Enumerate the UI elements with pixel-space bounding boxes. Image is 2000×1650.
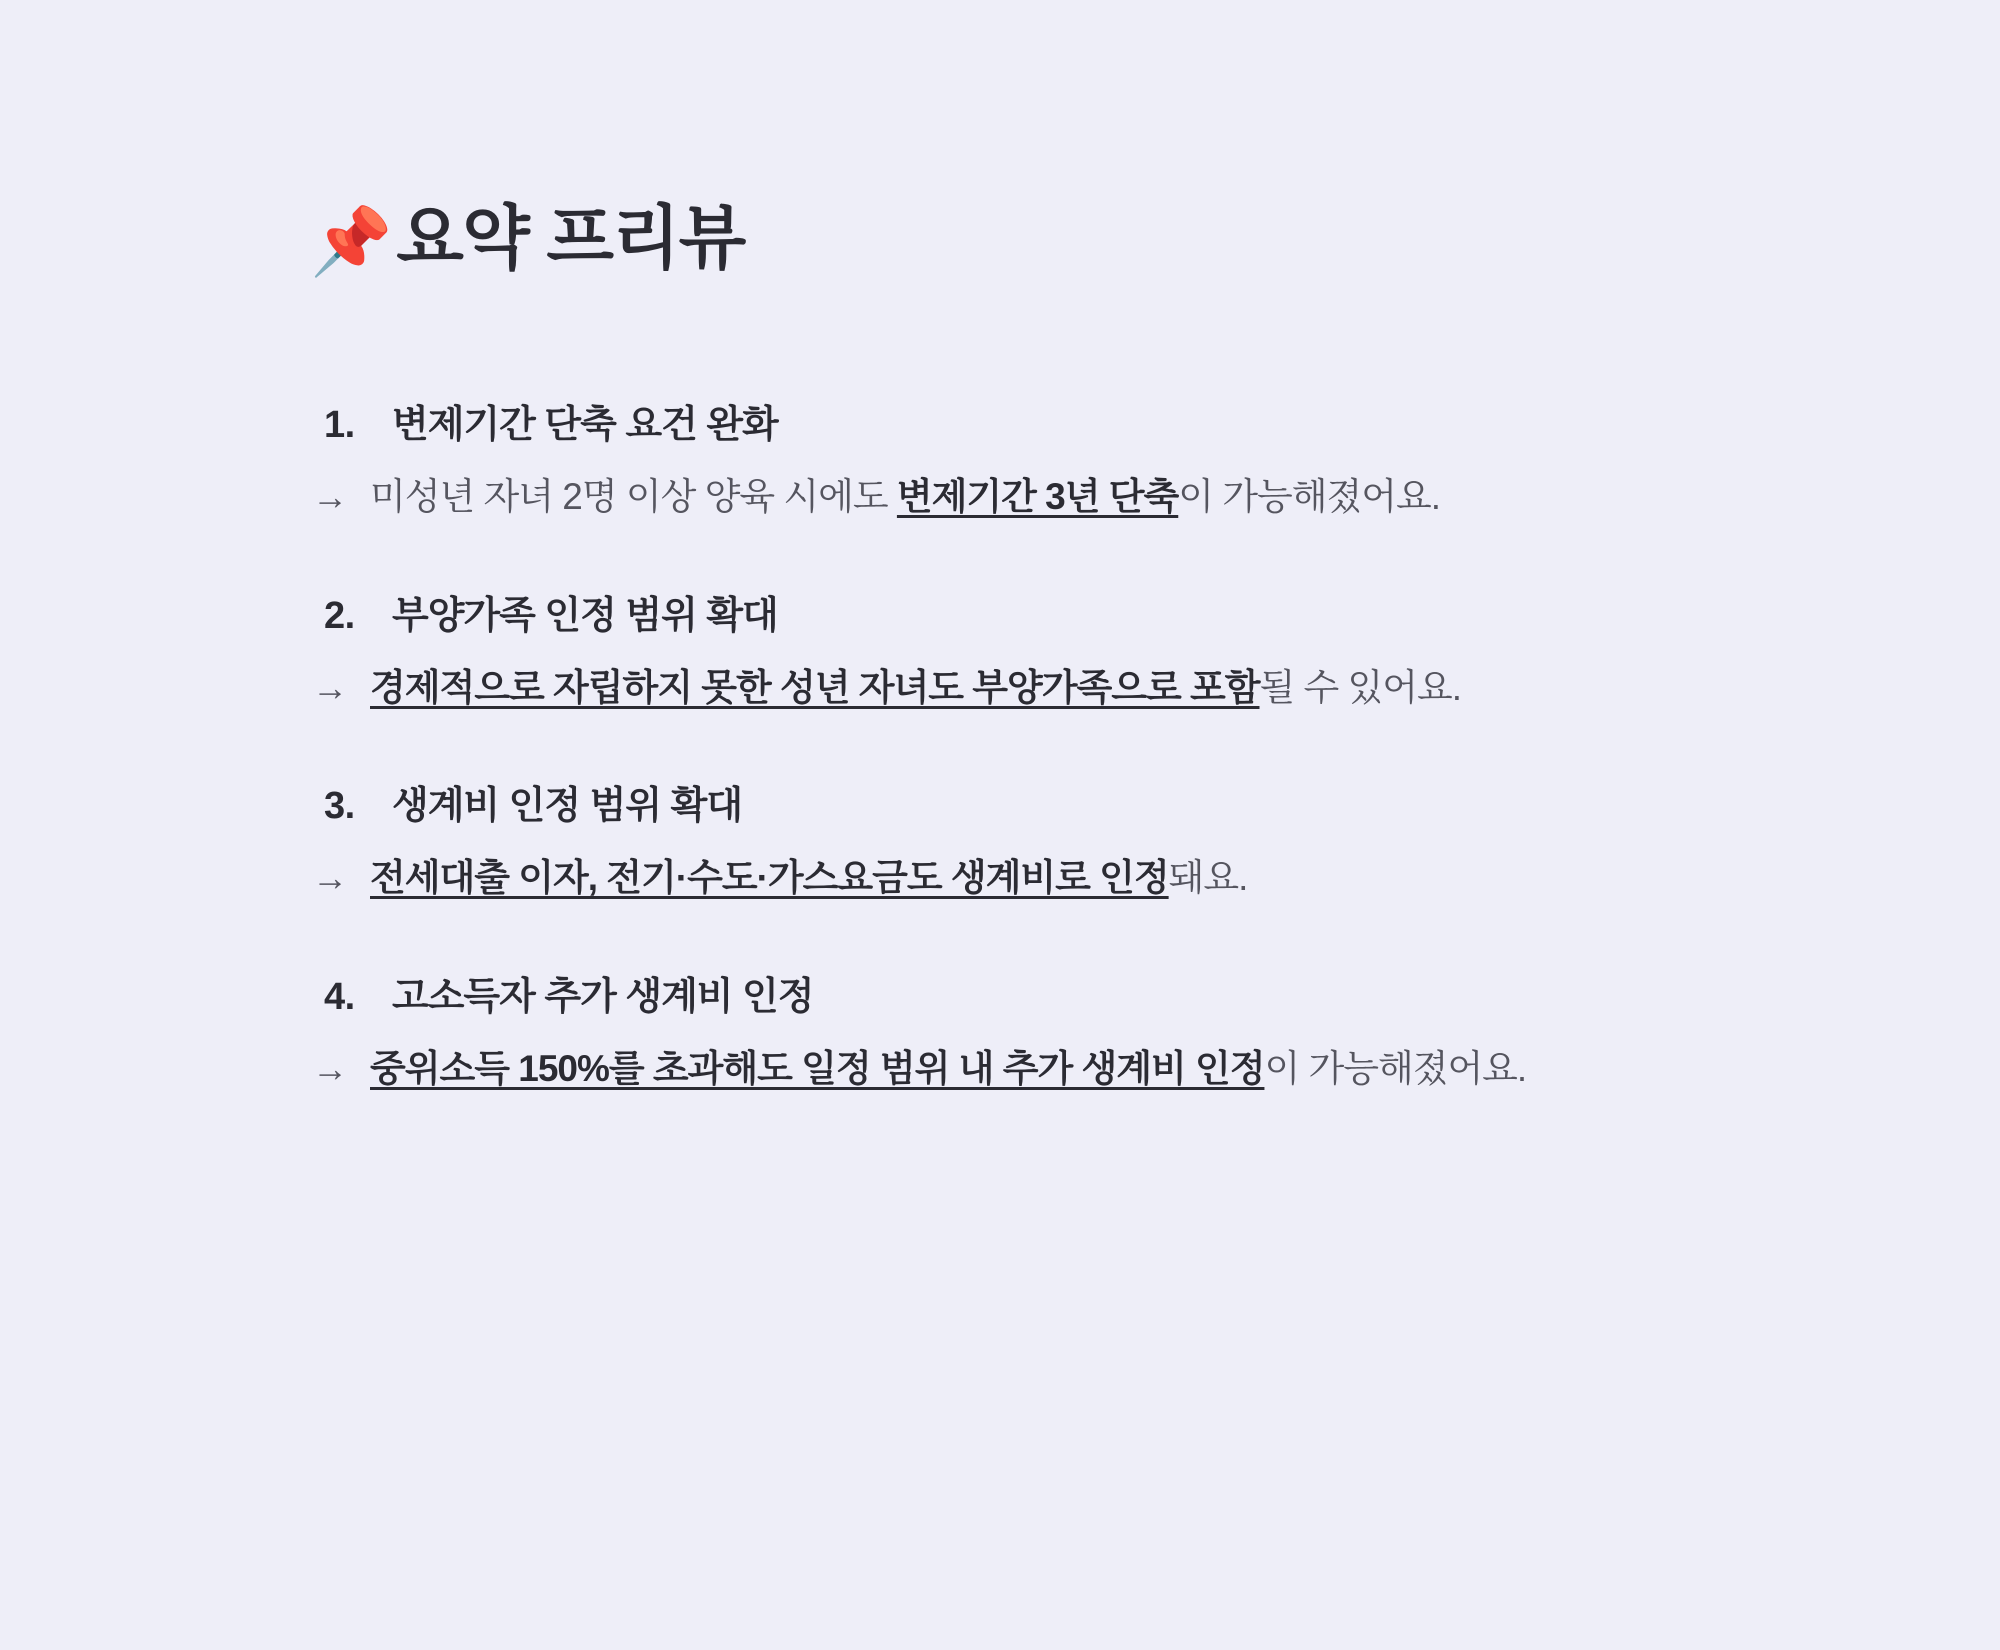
page-title-text: 요약 프리뷰 xyxy=(396,199,745,277)
list-item-body xyxy=(310,1042,1700,1096)
description-highlight: 전세대출 이자, 전기·수도·가스요금도 생계비로 인정 xyxy=(370,857,1169,899)
description-suffix: 돼요. xyxy=(1168,857,1248,899)
list-item-description xyxy=(370,470,1440,524)
arrow-right-icon: → xyxy=(312,1047,348,1089)
list-item-body xyxy=(310,470,1700,524)
list-item-number: 4. xyxy=(324,975,355,1018)
list-item xyxy=(310,965,1700,1096)
description-highlight: 변제기간 3년 단축 xyxy=(896,476,1179,517)
list-item-heading xyxy=(310,774,1700,829)
list-item-body xyxy=(310,851,1700,905)
list-item xyxy=(310,774,1700,905)
list-item-heading xyxy=(310,965,1700,1020)
list-item-description xyxy=(370,661,1461,715)
arrow-right-icon: → xyxy=(312,476,348,517)
arrow-right-icon: → xyxy=(312,857,348,899)
description-suffix: 이 가능해졌어요. xyxy=(1178,476,1441,517)
page-title xyxy=(310,200,1700,277)
list-item-description xyxy=(370,851,1247,905)
list-item-heading xyxy=(310,393,1700,448)
description-suffix: 이 가능해졌어요. xyxy=(1264,1047,1527,1089)
list-item-title: 생계비 인정 범위 확대 xyxy=(392,785,743,828)
list-item-title: 변제기간 단축 요건 완화 xyxy=(392,404,778,446)
description-highlight: 중위소득 150%를 초과해도 일정 범위 내 추가 생계비 인정 xyxy=(370,1047,1265,1089)
list-item-heading xyxy=(310,584,1700,639)
description-highlight: 경제적으로 자립하지 못한 성년 자녀도 부양가족으로 포함 xyxy=(370,666,1260,708)
list-item-number: 1. xyxy=(324,404,355,446)
list-item xyxy=(310,584,1700,715)
arrow-right-icon: → xyxy=(312,666,348,708)
list-item-body xyxy=(310,661,1700,715)
description-prefix: 미성년 자녀 2명 이상 양육 시에도 xyxy=(370,476,897,517)
pushpin-icon: 📌 xyxy=(310,203,393,278)
list-item-description xyxy=(370,1042,1526,1096)
list-item-number: 2. xyxy=(324,594,355,637)
list-item-number: 3. xyxy=(324,785,355,828)
list-item xyxy=(310,393,1700,524)
list-item-title: 부양가족 인정 범위 확대 xyxy=(392,594,778,637)
list-item-title: 고소득자 추가 생계비 인정 xyxy=(392,975,814,1018)
description-suffix: 될 수 있어요. xyxy=(1259,666,1462,708)
